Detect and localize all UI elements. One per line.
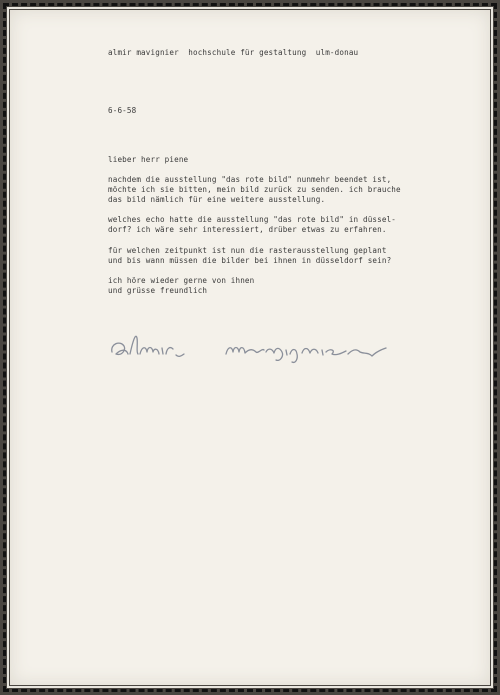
letter-sheet xyxy=(10,10,490,685)
closing-line: und grüsse freundlich xyxy=(108,286,208,295)
paragraph-line: möchte ich sie bitten, mein bild zurück zu senden. ich brauche xyxy=(108,185,401,194)
paragraph-line: für welchen zeitpunkt ist nun die rasterausstellung geplant xyxy=(108,246,387,255)
salutation: lieber herr piene xyxy=(108,155,189,164)
paragraph-line: dorf? ich wäre sehr interessiert, drüber etwas zu erfahren. xyxy=(108,225,387,234)
paragraph-2 xyxy=(108,215,396,235)
paragraph-line: das bild nämlich für eine weitere ausstellung. xyxy=(108,195,326,204)
handwritten-signature xyxy=(106,326,396,366)
paragraph-1 xyxy=(108,175,401,205)
paragraph-3 xyxy=(108,246,391,266)
letter-date: 6-6-58 xyxy=(108,106,137,115)
closing xyxy=(108,276,254,296)
paragraph-line: nachdem die ausstellung "das rote bild" nunmehr beendet ist, xyxy=(108,175,392,184)
closing-line: ich höre wieder gerne von ihnen xyxy=(108,276,255,285)
letterhead: almir mavignier hochschule für gestaltung ulm-donau xyxy=(108,48,359,57)
paragraph-line: und bis wann müssen die bilder bei ihnen in düsseldorf sein? xyxy=(108,256,392,265)
paragraph-line: welches echo hatte die ausstellung "das rote bild" in düssel- xyxy=(108,215,397,224)
